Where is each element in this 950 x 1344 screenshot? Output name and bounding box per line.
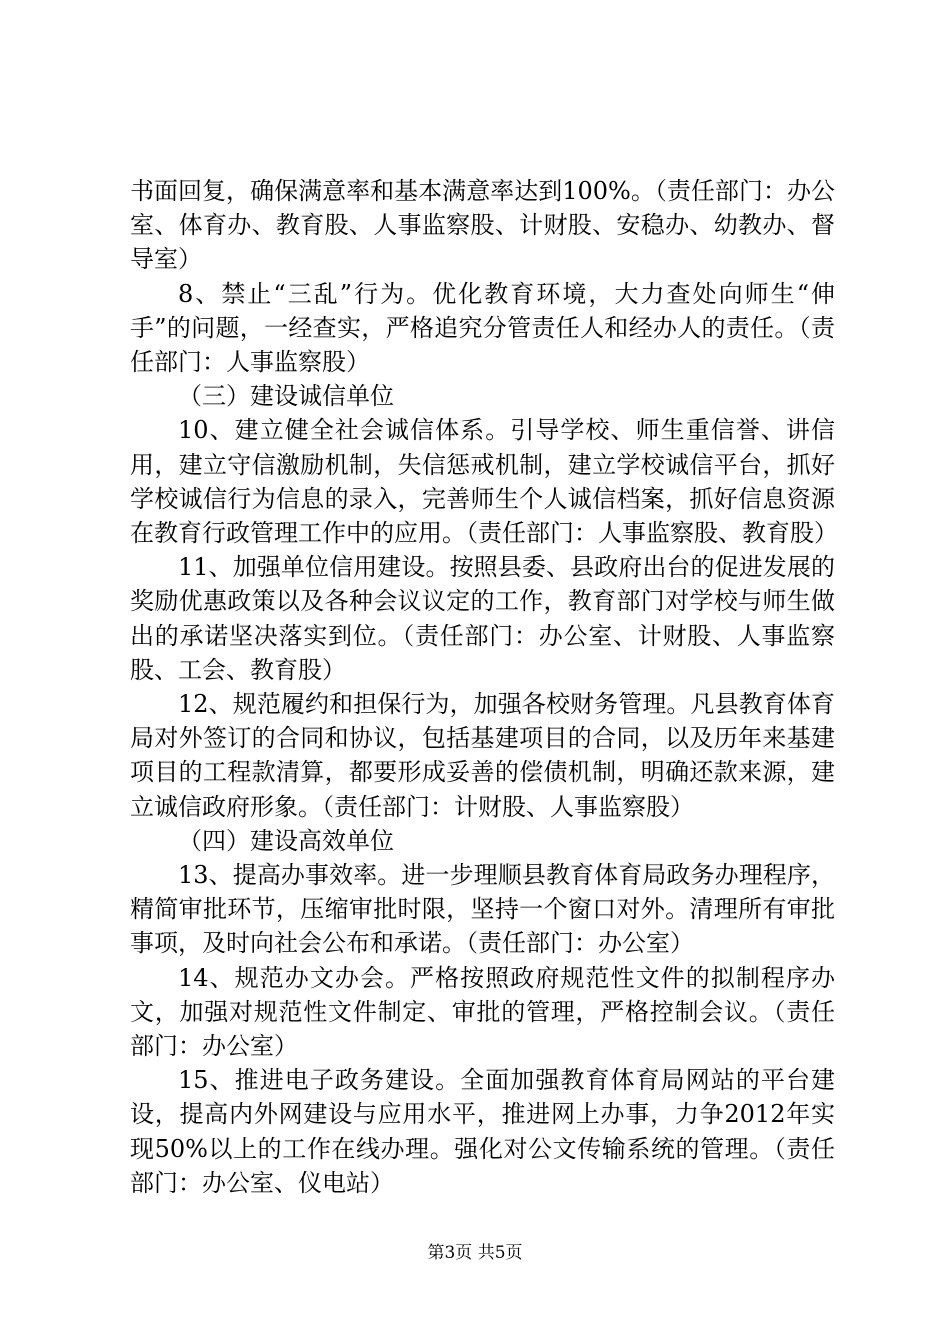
page-footer (0, 1242, 950, 1264)
paragraph-item-11: 11、加强单位信用建设。按照县委、县政府出台的促进发展的奖励优惠政策以及各种会议议定的工作，教育部门对学校与师生做出的承诺坚决落实到位。（责任部门：办公室、计财股、人事监察股、工会、教育股） (130, 553, 835, 684)
document-body (130, 174, 838, 1200)
paragraph-item-10: 10、建立健全社会诚信体系。引导学校、师生重信誉、讲信用，建立守信激励机制，失信惩戒机制，建立学校诚信平台，抓好学校诚信行为信息的录入，完善师生个人诚信档案，抓好信息资源在教育行政管理工作中的应用。（责任部门：人事监察股、教育股） (130, 416, 838, 548)
paragraph-item-12: 12、规范履约和担保行为，加强各校财务管理。凡县教育体育局对外签订的合同和协议，包括基建项目的合同，以及历年来基建项目的工程款清算，都要形成妥善的偿债机制，明确还款来源，建立诚信政府形象。（责任部门：计财股、人事监察股） (130, 690, 835, 821)
paragraph-item-15: 15、推进电子政务建设。全面加强教育体育局网站的平台建设，提高内外网建设与应用水平，推进网上办事，力争2012年实现50%以上的工作在线办理。强化对公文传输系统的管理。（责任部门：办公室、仪电站） (130, 1066, 835, 1197)
paragraph-item-14: 14、规范办文办会。严格按照政府规范性文件的拟制程序办文，加强对规范性文件制定、审批的管理，严格控制会议。（责任部门：办公室） (130, 963, 835, 1061)
paragraph-continuation: 书面回复，确保满意率和基本满意率达到100%。（责任部门：办公室、体育办、教育股、人事监察股、计财股、安稳办、幼教办、督导室） (130, 177, 835, 274)
paragraph-item-8: 8、禁止“三乱”行为。优化教育环境，大力查处向师生“伸手”的问题，一经查实，严格追究分管责任人和经办人的责任。（责任部门：人事监察股） (130, 279, 835, 377)
page-number-label: 第3页 共5页 (427, 1243, 523, 1263)
paragraph-item-13: 13、提高办事效率。进一步理顺县教育体育局政务办理程序，精简审批环节，压缩审批时限，坚持一个窗口对外。清理所有审批事项，及时向社会公布和承诺。（责任部门：办公室） (130, 861, 835, 958)
section-heading-4: （四）建设高效单位 (178, 826, 394, 855)
section-heading-3: （三）建设诚信单位 (178, 382, 394, 411)
